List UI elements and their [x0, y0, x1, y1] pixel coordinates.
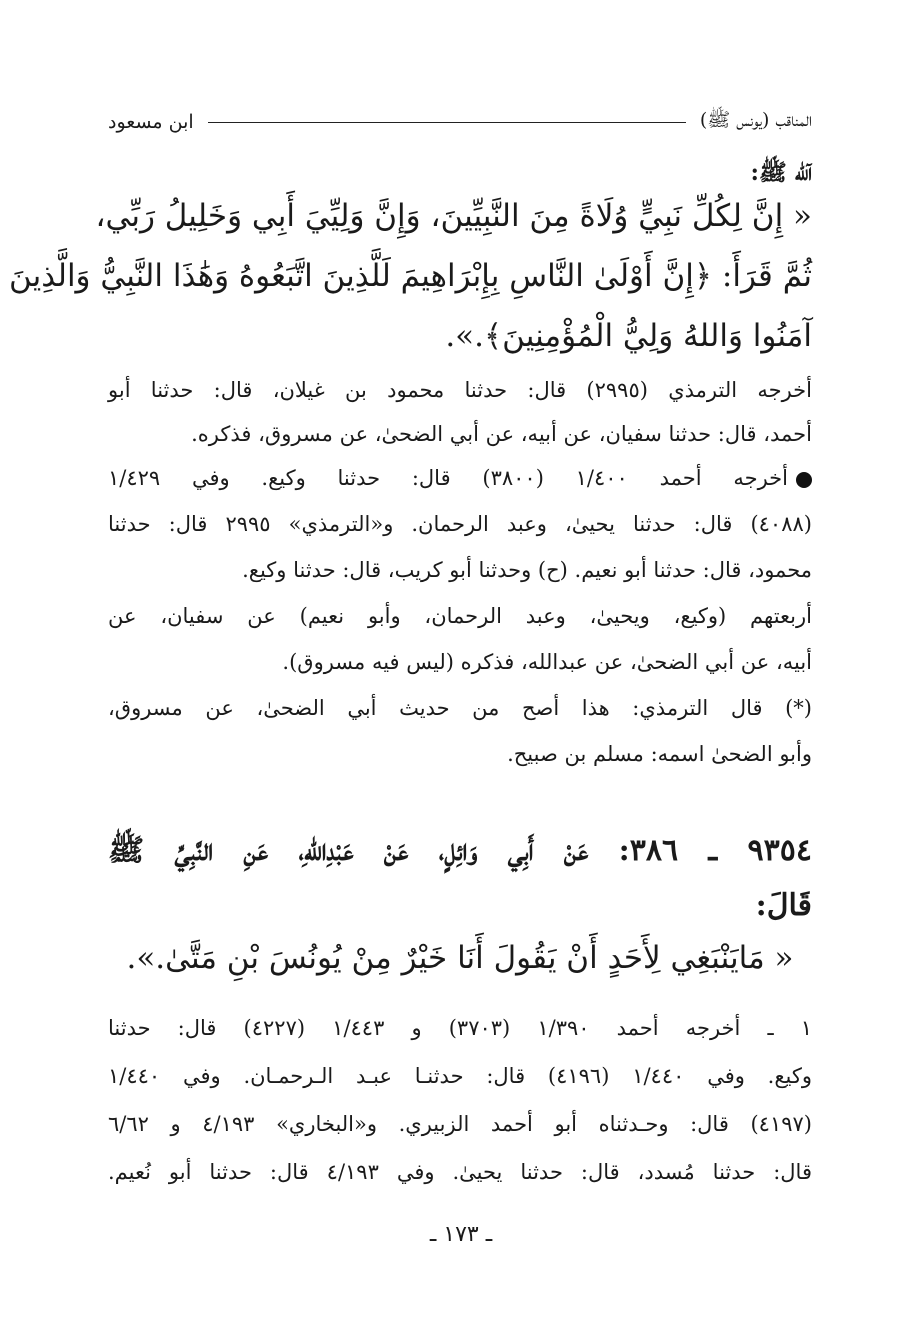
- hadith-qala: قَالَ:: [755, 888, 812, 923]
- takhrij2-line-3: (٤١٩٧) قال: وحـدثناه أبو أحمد الزبيري. و«البخاري» ٤/١٩٣ و ٦/٦٢: [108, 1112, 812, 1136]
- takhrij-line-3: [108, 466, 812, 490]
- takhrij-line-3-text: أخرجه أحمد ١/٤٠٠ (٣٨٠٠) قال: حدثنا وكيع. وفي ١/٤٢٩: [108, 466, 788, 490]
- takhrij2-line-1: ١ ـ أخرجه أحمد ١/٣٩٠ (٣٧٠٣) و ١/٤٤٣ (٤٢٢٧) قال: حدثنا: [108, 1016, 812, 1040]
- page-number: ـ ١٧٣ ـ: [429, 1222, 493, 1247]
- takhrij-line-4: (٤٠٨٨) قال: حدثنا يحيىٰ، وعبد الرحمان. و«الترمذي» ٢٩٩٥ قال: حدثنا: [108, 512, 812, 536]
- hadith-number-heading: ٩٣٥٤ ـ ٣٨٦: عَنْ أَبِي وَائِلٍ، عَنْ عَبْدِاللهِ، عَنِ النَّبِيِّ ﷺ: [108, 833, 812, 868]
- takhrij2-line-4: قال: حدثنا مُسدد، قال: حدثنا يحيىٰ. وفي ٤/١٩٣ قال: حدثنا أبو نُعيم.: [108, 1160, 812, 1184]
- hadith-text-line-3: آمَنُوا وَاللهُ وَلِيُّ الْمُؤْمِنِينَ﴾.».: [445, 318, 812, 354]
- note-line-1: (*) قال الترمذي: هذا أصح من حديث أبي الضحىٰ، عن مسروق،: [108, 696, 812, 720]
- header-chapter-title: المناقب (يونس ﷺ): [699, 109, 812, 131]
- hadith-text-line-2: ثُمَّ قَرَأَ: ﴿إِنَّ أَوْلَىٰ النَّاسِ بِإِبْرَاهِيمَ لَلَّذِينَ اتَّبَعُوهُ وَهَٰذَا النَّبِيُّ وَالَّذِينَ: [9, 258, 812, 294]
- note-line-2: وأبو الضحىٰ اسمه: مسلم بن صبيح.: [507, 742, 812, 766]
- takhrij-line-6: أربعتهم (وكيع، ويحيىٰ، وعبد الرحمان، وأبو نعيم) عن سفيان، عن: [108, 604, 812, 628]
- takhrij-line-7: أبيه، عن أبي الضحىٰ، عن عبدالله، فذكره (ليس فيه مسروق).: [282, 650, 812, 674]
- intro-line: آلله ﷺ:: [750, 159, 812, 186]
- takhrij-line-2: أحمد، قال: حدثنا سفيان، عن أبيه، عن أبي الضحىٰ، عن مسروق، فذكره.: [191, 422, 812, 446]
- hadith-text-line-1: « إِنَّ لِكُلِّ نَبِيٍّ وُلَاةً مِنَ النَّبِيِّينَ، وَإِنَّ وَلِيِّيَ أَبِي وَخَلِيلُ رَبِّي،: [95, 198, 812, 234]
- bullet-icon: [796, 472, 812, 488]
- header-section-title: ابن مسعود: [108, 111, 194, 133]
- hadith-text-2: « مَايَنْبَغِي لِأَحَدٍ أَنْ يَقُولَ أَنَا خَيْرٌ مِنْ يُونُسَ بْنِ مَتَّىٰ.».: [126, 940, 794, 976]
- takhrij-line-1: أخرجه الترمذي (٢٩٩٥) قال: حدثنا محمود بن غيلان، قال: حدثنا أبو: [108, 378, 812, 402]
- takhrij-line-5: محمود، قال: حدثنا أبو نعيم. (ح) وحدثنا أبو كريب، قال: حدثنا وكيع.: [242, 558, 812, 582]
- running-header: [108, 102, 812, 142]
- takhrij2-line-2: وكيع. وفي ١/٤٤٠ (٤١٩٦) قال: حدثنـا عبـد الـرحمـان. وفي ١/٤٤٠: [108, 1064, 812, 1088]
- header-rule: [208, 122, 686, 123]
